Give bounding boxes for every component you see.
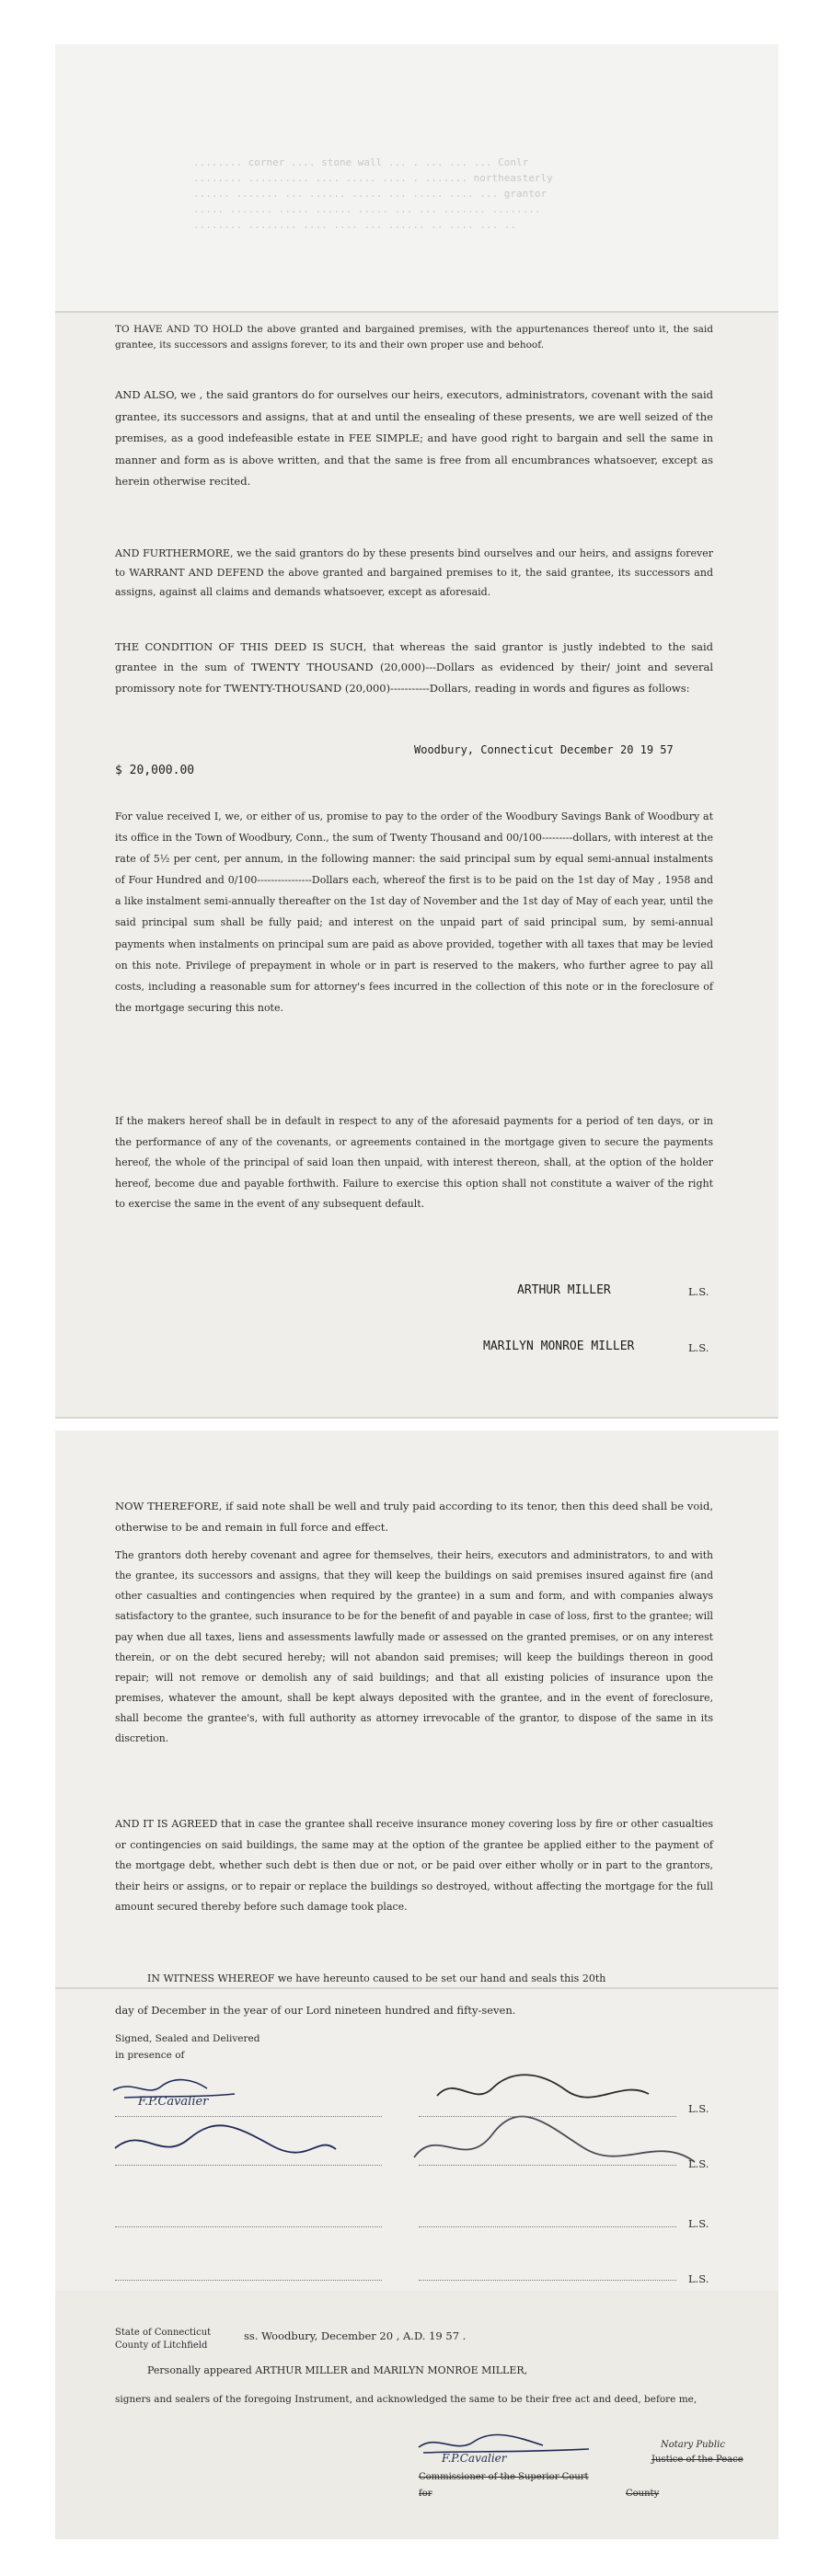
deed-page-top: [55, 44, 778, 313]
commissioner-label: Commissioner of the Superior Court: [419, 2472, 589, 2482]
fold-line: [55, 1987, 778, 1989]
ack-body: signers and sealers of the foregoing Instrument, and acknowledged the same to be their free act and deed, before me,: [115, 2394, 697, 2405]
notary-public-label: Notary Public: [661, 2440, 725, 2450]
maker-name-arthur: ARTHUR MILLER: [517, 1283, 611, 1297]
habendum-clause: TO HAVE AND TO HOLD the above granted and bargained premises, with the appurtenances thereof unto it, the said grantee, its successors and assigns forever, to its and their own proper use and behoof.: [115, 324, 713, 351]
county-label: County: [626, 2489, 660, 2499]
grantor-covenant-clause: The grantors doth hereby covenant and agree for themselves, their heirs, executors and administrators, to and with the grantee, its successors and assigns, that they will keep the buildings on said premises insured against fire (and other casualties and contingencies when required by the grantee) in a sum and form, and with companies always satisfactory to the grantee, such insurance to be for the benefit of and payable in case of loss, first to the grantee; will pay when due all taxes, liens and assessments lawfully made or assessed on the granted premises, or on any interest therein, or on the debt secured hereby; will not abandon said premises; will keep the buildings thereon in good repair; will not remove or demolish any of said buildings; and that all existing policies of insurance upon the premises, whatever the amount, shall be kept always deposited with the grantee, and in the event of foreclosure, shall become the grantee's, with full authority as attorney irrevocable of the grantor, to dispose of the same in its discretion.: [115, 1549, 713, 1745]
marilyn-monroe-miller-signature: [414, 2117, 695, 2162]
ack-state: State of Connecticut: [115, 2328, 212, 2338]
ack-county: County of Litchfield: [115, 2340, 208, 2351]
witness-signature-2: [115, 2125, 336, 2152]
fold-line: [55, 1417, 778, 1419]
default-clause: If the makers hereof shall be in default in respect to any of the aforesaid payments for a period of ten days, or in the performance of any of the covenants, or agreements contained in the mortgage given to secure the payments hereof, the whole of the principal of said loan then unpaid, with interest thereon, shall, at the option of the holder hereof, become due and payable forthwith. Failure to exercise this option shall not constitute a waiver of the right to exercise the same in the event of any subsequent default.: [115, 1115, 713, 1211]
ack-place-date: ss. Woodbury, December 20 , A.D. 19 57 .: [244, 2329, 467, 2342]
note-place-date: Woodbury, Connecticut December 20 19 57: [414, 743, 674, 756]
witness-line: [115, 2226, 382, 2227]
signature-line: [419, 2116, 676, 2117]
maker-name-marilyn: MARILYN MONROE MILLER: [483, 1340, 635, 1353]
witness-printed-signature: F.P.Cavalier: [138, 2095, 209, 2109]
notary-printed-signature: F.P.Cavalier: [442, 2452, 507, 2465]
ls-mark: L.S.: [688, 2157, 709, 2170]
notary-signature: [419, 2434, 589, 2453]
justice-of-peace-label: Justice of the Peace: [651, 2455, 744, 2465]
condition-clause: THE CONDITION OF THIS DEED IS SUCH, that whereas the said grantor is justly indebted to the said grantee in the sum of TWENTY THOUSAND (20,000)---Dollars as evidenced by their/ joint and several promissory note for TWENTY-THOUSAND (20,000)-----------Dollars, reading in words and figures as follows:: [115, 640, 713, 695]
witness-line: [115, 2280, 382, 2281]
insurance-agreement-clause: AND IT IS AGREED that in case the grantee shall receive insurance money covering loss by fire or other casualties or contingencies on said buildings, the same may at the option of the grantee be applied either to the payment of the mortgage debt, whether such debt is then due or not, or be paid over either wholly or in part to the grantors, their heirs or assigns, or to repair or replace the buildings so destroyed, without affecting the mortgage for the full amount secured thereby before such damage took place.: [115, 1818, 713, 1914]
arthur-miller-signature: [437, 2075, 649, 2097]
now-therefore-clause: NOW THEREFORE, if said note shall be well and truly paid according to its tenor, then this deed shall be void, otherwise to be and remain in full force and effect.: [115, 1500, 713, 1534]
presence-label: in presence of: [115, 2050, 185, 2061]
signed-sealed-label: Signed, Sealed and Delivered: [115, 2033, 260, 2044]
promissory-note-text: For value received I, we, or either of us, promise to pay to the order of the Woodbury Savings Bank of Woodbury at its office in the Town of Woodbury, Conn., the sum of Twenty Thousand and 00/100---------dollars, with interest at the rate of 5½ per cent, per annum, in the following manner: the said principal sum by equal semi-annual instalments of Four Hundred and 0/100----------------Dollars each, whereof the first is to be paid on the 1st day of May , 1958 and a like instalment semi-annually thereafter on the 1st day of November and the 1st day of May of each year, until the said principal sum shall be fully paid; and interest on the unpaid part of said principal sum, by semi-annual payments when instalments on principal sum are paid as above provided, together with all taxes that may be levied on this note. Privilege of prepayment in whole or in part is reserved to the makers, who further agree to pay all costs, including a reasonable sum for attorney's fees incurred in the collection of this note or in the foreclosure of the mortgage securing this note.: [115, 811, 713, 1014]
fold-line: [55, 311, 778, 313]
furthermore-clause: AND FURTHERMORE, we the said grantors do by these presents bind ourselves and our heirs, and assigns forever to WARRANT AND DEFEND the above granted and bargained premises to it, the said grantee, its successors and assigns, against all claims and demands whatsoever, except as aforesaid.: [115, 547, 713, 598]
ls-mark: L.S.: [688, 2272, 709, 2285]
signature-line: [419, 2280, 676, 2281]
ls-mark: L.S.: [688, 2102, 709, 2115]
note-amount: $ 20,000.00: [115, 764, 195, 777]
ls-mark: L.S.: [688, 2217, 709, 2230]
for-label: for: [419, 2489, 432, 2499]
witness-line: [115, 2116, 382, 2117]
witness-whereof-line: IN WITNESS WHEREOF we have hereunto caused to be set our hand and seals this 20th: [147, 1972, 606, 1984]
ls-mark: L.S.: [688, 1341, 709, 1354]
witness-date-line: day of December in the year of our Lord nineteen hundred and fifty-seven.: [115, 2004, 516, 2017]
ls-mark: L.S.: [688, 1285, 709, 1298]
and-also-clause: AND ALSO, we , the said grantors do for ourselves our heirs, executors, administrators, covenant with the said grantee, its successors and assigns, that at and until the ensealing of these presents, we are well seized of the premises, as a good indefeasible estate in FEE SIMPLE; and have good right to bargain and sell the same in manner and form as is above written, and that the same is free from all encumbrances whatsoever, except as herein otherwise recited.: [115, 388, 713, 489]
bleed-through-text: ........ corner .... stone wall ... . ... ... ... Conlr ........ .......... .... ..... .... . ....... northeasterly ...... ....... ... ...... ..... ... ..... .... ... grantor ..... ....... ..... ...... ..... ... ... ....... ........ ........ ........ .... .... ... ...... .. .... ... ..: [193, 156, 553, 232]
signature-line: [419, 2165, 676, 2166]
witness-line: [115, 2165, 382, 2166]
ack-appeared: Personally appeared ARTHUR MILLER and MARILYN MONROE MILLER,: [147, 2364, 528, 2376]
signature-line: [419, 2226, 676, 2227]
